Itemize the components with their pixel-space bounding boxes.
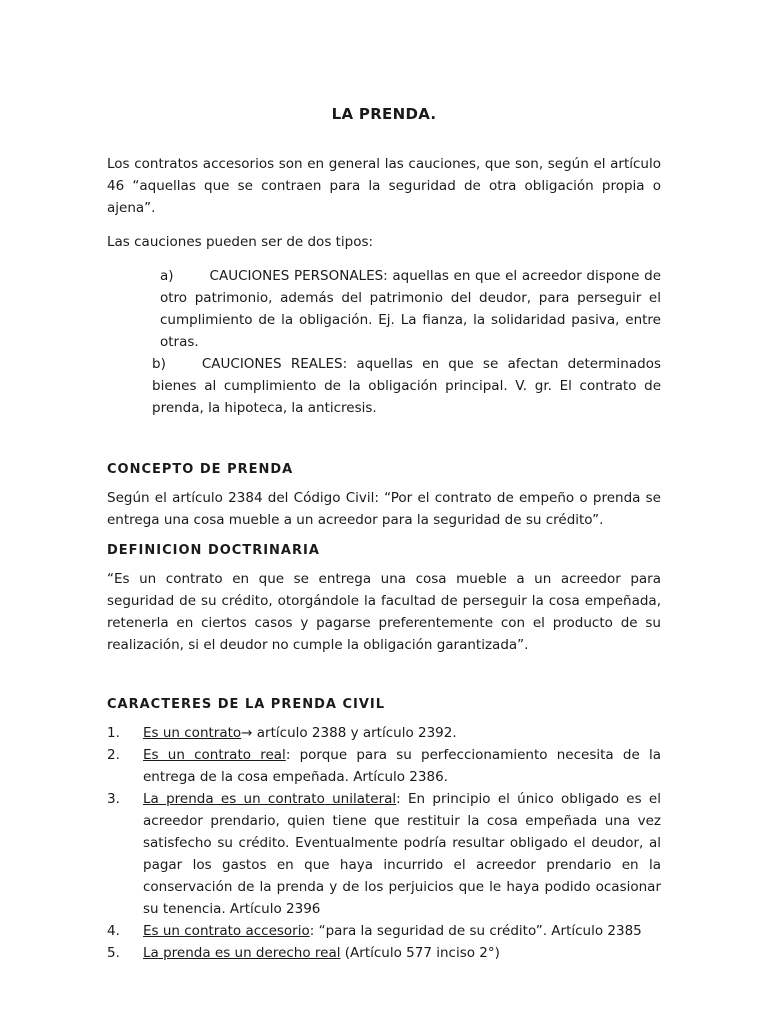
document-title: LA PRENDA. [331,105,437,123]
concepto-heading: CONCEPTO DE PRENDA [107,462,294,477]
list-item-term: La prenda es un contrato unilateral [143,791,397,807]
list-number: 3. [107,791,120,807]
tipo-item-a [160,265,661,353]
list-item [107,942,661,964]
list-item [107,744,661,788]
tipo-text: CAUCIONES PERSONALES: aquellas en que el acreedor dispone de otro patrimonio, además del patrimonio del deudor, para perseguir el cumplimiento de la obligación. Ej. La fianza, la solidaridad pasiva, entre otras. [160,268,661,350]
concepto-paragraph: Según el artículo 2384 del Código Civil: “Por el contrato de empeño o prenda se entrega una cosa mueble a un acreedor para la seguridad de su crédito”. [107,490,661,528]
tipo-marker: a) [160,268,174,284]
tipo-text: CAUCIONES REALES: aquellas en que se afectan determinados bienes al cumplimiento de la obligación principal. V. gr. El contrato de prenda, la hipoteca, la anticresis. [152,356,661,416]
list-item-term: La prenda es un derecho real [143,945,341,961]
tipo-marker: b) [152,356,166,372]
list-item-term: Es un contrato accesorio [143,923,310,939]
list-item-text: : “para la seguridad de su crédito”. Artículo 2385 [309,923,642,939]
tipos-list [152,265,661,419]
list-number: 4. [107,923,120,939]
list-item-term: Es un contrato real [143,747,286,763]
definicion-paragraph: “Es un contrato en que se entrega una cosa mueble a un acreedor para seguridad de su crédito, otorgándole la facultad de perseguir la cosa empeñada, retenerla en ciertos casos y pagarse preferentemente con el producto de su realización, si el deudor no cumple la obligación garantizada”. [107,571,661,653]
list-item [107,722,661,744]
caracteres-heading: CARACTERES DE LA PRENDA CIVIL [107,697,386,712]
list-number: 5. [107,945,120,961]
tipos-intro: Las cauciones pueden ser de dos tipos: [107,234,374,250]
tipo-item-b [152,353,661,419]
list-item [107,788,661,920]
list-item [107,920,661,942]
list-item-text: → artículo 2388 y artículo 2392. [241,725,457,741]
list-item-text: : porque para su perfeccionamiento necesita de la entrega de la cosa empeñada. Artículo 2386. [143,747,661,785]
caracteres-list [107,722,661,964]
list-item-text: (Artículo 577 inciso 2°) [340,945,500,961]
definicion-heading: DEFINICION DOCTRINARIA [107,543,320,558]
list-item-text: : En principio el único obligado es el acreedor prendario, quien tiene que restituir la cosa empeñada una vez satisfecho su crédito. Eventualmente podría resultar obligado el deudor, al pagar los gastos en que haya incurrido el acreedor prendario en la conservación de la prenda y de los perjuicios que le haya podido ocasionar su tenencia. Artículo 2396 [143,791,661,917]
list-number: 1. [107,725,120,741]
list-item-term: Es un contrato [143,725,242,741]
intro-paragraph: Los contratos accesorios son en general las cauciones, que son, según el artículo 46 “aquellas que se contraen para la seguridad de otra obligación propia o ajena”. [107,156,661,216]
list-number: 2. [107,747,120,763]
